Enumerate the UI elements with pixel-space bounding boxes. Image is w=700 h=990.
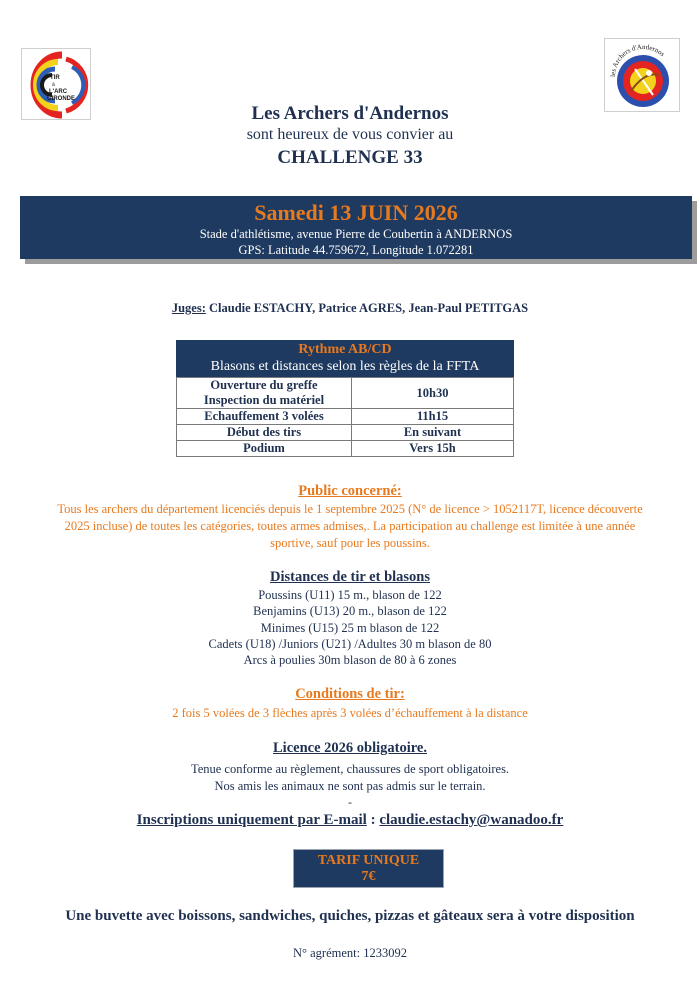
schedule-label: Podium (177, 441, 352, 457)
schedule-time: 10h30 (352, 378, 514, 409)
list-item: Minimes (U15) 25 m blason de 122 (260, 620, 440, 635)
schedule-time: 11h15 (352, 409, 514, 425)
table-row (177, 409, 514, 425)
schedule-header (176, 340, 514, 377)
schedule-table (176, 340, 514, 457)
list-item: Cadets (U18) /Juniors (U21) /Adultes 30 m blason de 80 (208, 636, 492, 651)
logo-text-larc: L'ARC (49, 89, 68, 95)
table-row (177, 425, 514, 441)
schedule-grid (176, 377, 514, 457)
refreshments-notice: Une buvette avec boissons, sandwiches, quiches, pizzas et gâteaux sera à votre disposition (65, 908, 635, 924)
licence-title: Licence 2026 obligatoire. (273, 740, 427, 756)
event-title: CHALLENGE 33 (277, 147, 423, 168)
inscriptions-separator: : (366, 812, 380, 828)
archer-target-icon (605, 39, 681, 113)
contact-email-link[interactable]: claudie.estachy@wanadoo.fr (379, 812, 564, 828)
logo-text-tir: TIR (50, 75, 60, 81)
price-value: 7€ (361, 869, 376, 884)
schedule-title: Rythme AB/CD (298, 342, 392, 357)
distances-list (0, 587, 700, 668)
list-item: Arcs à poulies 30m blason de 80 à 6 zones (243, 653, 457, 668)
licence-text (0, 761, 700, 795)
gps-coordinates: GPS: Latitude 44.759672, Longitude 1.072281 (238, 243, 474, 257)
table-row (177, 378, 514, 409)
table-row (177, 441, 514, 457)
public-text-line: sportive, sauf pour les poussins. (270, 536, 430, 550)
schedule-label: Début des tirs (177, 425, 352, 441)
conditions-title: Conditions de tir: (295, 686, 405, 702)
list-item: Benjamins (U13) 20 m., blason de 122 (253, 604, 447, 619)
conditions-text: 2 fois 5 volées de 3 flèches après 3 volées d’échauffement à la distance (172, 706, 528, 720)
schedule-label: Echauffement 3 volées (177, 409, 352, 425)
logo-text-gironde: GIRONDE (47, 96, 76, 102)
judges-names: Claudie ESTACHY, Patrice AGRES, Jean-Paul PETITGAS (205, 301, 529, 315)
judges-line (0, 301, 700, 316)
schedule-label-line: Ouverture du greffe (210, 378, 318, 392)
list-item: Poussins (U11) 15 m., blason de 122 (258, 588, 442, 602)
public-text-line: 2025 incluse) de toutes les catégories, toutes armes admises,. La participation au challenge est limitée à une année (64, 519, 636, 533)
inscriptions-line (0, 812, 700, 829)
event-date: Samedi 13 JUIN 2026 (254, 200, 458, 225)
schedule-subtitle: Blasons et distances selon les règles de la FFTA (210, 359, 480, 374)
schedule-label (177, 378, 352, 409)
date-banner (20, 196, 692, 259)
price-box (293, 849, 444, 888)
price-label: TARIF UNIQUE (317, 853, 420, 868)
invitation-subtitle: sont heureux de vous convier au (246, 126, 454, 143)
venue-address: Stade d'athlétisme, avenue Pierre de Coubertin à ANDERNOS (199, 227, 513, 241)
separator-dash: - (348, 795, 352, 809)
public-text-line: Tous les archers du département licenciés depuis le 1 septembre 2025 (N° de licence > 1052117T, licence découverte (57, 502, 643, 516)
schedule-time: Vers 15h (352, 441, 514, 457)
club-title: Les Archers d'Andernos (251, 103, 449, 124)
public-text (0, 501, 700, 552)
schedule-label-line: Inspection du matériel (203, 393, 325, 407)
licence-text-line: Nos amis les animaux ne sont pas admis sur le terrain. (214, 779, 486, 793)
distances-title: Distances de tir et blasons (269, 569, 431, 585)
public-title: Public concerné: (298, 483, 402, 499)
logo-text-a: à (52, 82, 55, 88)
approval-number: N° agrément: 1233092 (292, 946, 407, 960)
archers-andernos-logo (604, 38, 680, 112)
schedule-time: En suivant (352, 425, 514, 441)
judges-label: Juges: (171, 301, 206, 315)
logo-text-archers: les Archers d'Andernos (608, 42, 667, 78)
licence-text-line: Tenue conforme au règlement, chaussures de sport obligatoires. (190, 762, 510, 776)
inscriptions-label: Inscriptions uniquement par E-mail (136, 812, 367, 828)
